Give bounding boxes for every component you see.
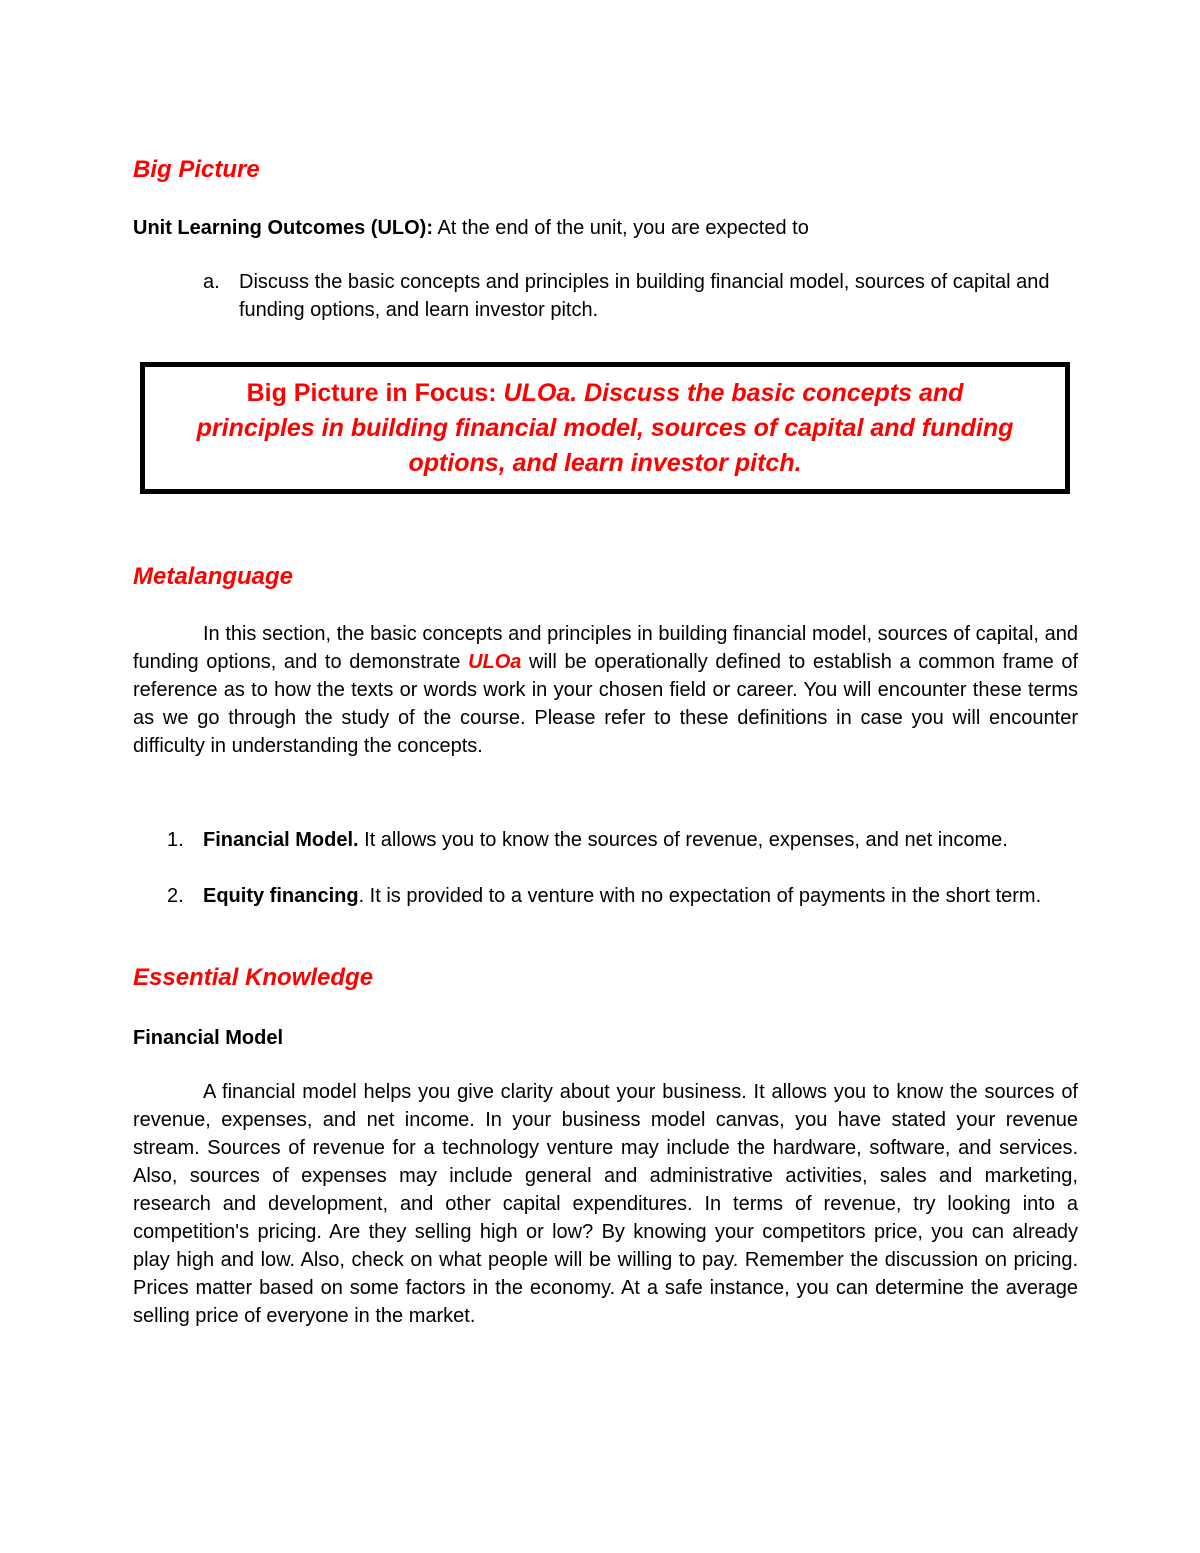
ulo-label: Unit Learning Outcomes (ULO): xyxy=(133,217,433,239)
financial-model-paragraph: A financial model helps you give clarity about your business. It allows you to know the sources of revenue, expenses, and net income. In your business model canvas, you have stated your revenue stream. Sources of revenue for a technology venture may include the hardware, software, and services. Also, sources of expenses may include general and administrative activities, sales and marketing, research and development, and other capital expenditures. In terms of revenue, try looking into a competition's pricing. Are they selling high or low? By knowing your competitors price, you can already play high and low. Also, check on what people will be willing to pay. Remember the discussion on pricing. Prices matter based on some factors in the economy. At a safe instance, you can determine the average selling price of everyone in the market. xyxy=(133,1081,1078,1327)
intro-before: In this section, the basic concepts and principles in building financial model, sources of capital, and funding options, and to demonstrate xyxy=(133,623,1078,673)
focus-box xyxy=(140,362,1070,494)
outcome-marker: a. xyxy=(203,271,220,293)
term-body xyxy=(203,826,1083,854)
term-marker: 1. xyxy=(167,829,184,851)
intro-ulo: ULOa xyxy=(468,651,522,673)
metalanguage-intro xyxy=(133,620,1078,760)
term-name: Financial Model. xyxy=(203,829,359,851)
financial-model-subheading: Financial Model xyxy=(133,1027,284,1049)
big-picture-heading: Big Picture xyxy=(133,156,260,183)
outcome-text: Discuss the basic concepts and principles in building financial model, sources of capital and funding options, and learn investor pitch. xyxy=(239,271,1050,321)
ulo-line xyxy=(133,214,809,242)
essential-knowledge-heading: Essential Knowledge xyxy=(133,964,374,991)
focus-label: Big Picture in Focus: xyxy=(246,378,504,407)
term-body xyxy=(203,882,1083,910)
metalanguage-heading: Metalanguage xyxy=(133,563,294,590)
focus-ulo-text: ULOa. Discuss the basic concepts and principles in building financial model, sources of capital and funding options, and learn investor pitch. xyxy=(196,378,1014,477)
ulo-text: At the end of the unit, you are expected to xyxy=(433,217,809,239)
term-marker: 2. xyxy=(167,885,184,907)
term-name: Equity financing xyxy=(203,885,359,907)
term-definition: It allows you to know the sources of revenue, expenses, and net income. xyxy=(358,829,1008,851)
intro-after: will be operationally defined to establish a common frame of reference as to how the texts or words work in your chosen field or career. You will encounter these terms as we go through the study of the course. Please refer to these definitions in case you will encounter difficulty in understanding the concepts. xyxy=(133,651,1079,757)
term-definition: . It is provided to a venture with no expectation of payments in the short term. xyxy=(358,885,1042,907)
focus-text xyxy=(195,376,1015,481)
